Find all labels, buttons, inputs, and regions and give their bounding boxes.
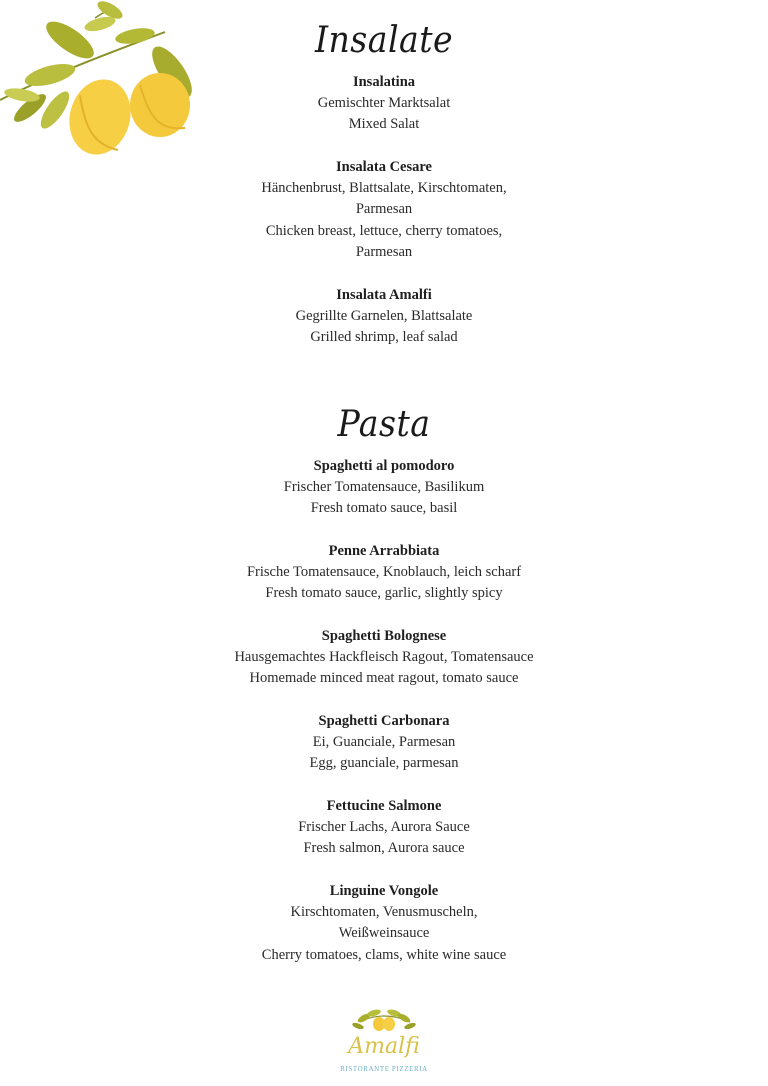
item-name: Spaghetti Carbonara: [318, 713, 450, 729]
item-description: Cherry tomatoes, clams, white wine sauce: [261, 946, 507, 963]
item-name: Linguine Vongole: [329, 883, 439, 899]
item-name: Insalatina: [352, 74, 416, 90]
item-name: Spaghetti al pomodoro: [313, 458, 455, 474]
menu-item: [0, 626, 768, 690]
menu-item: [0, 711, 768, 775]
logo-subtitle: RISTORANTE PIZZERIA: [340, 1065, 428, 1073]
item-description: Chicken breast, lettuce, cherry tomatoes,: [265, 222, 503, 239]
item-description: Hausgemachtes Hackfleisch Ragout, Tomatensauce: [234, 649, 534, 665]
item-description: Frische Tomatensauce, Knoblauch, leich scharf: [246, 564, 522, 580]
item-description: Gemischter Marktsalat: [317, 95, 451, 111]
item-description: Fresh tomato sauce, garlic, slightly spicy: [265, 585, 503, 602]
menu-item: [0, 157, 768, 264]
menu-item: [0, 881, 768, 966]
item-name: Penne Arrabbiata: [328, 543, 440, 559]
menu-item: [0, 285, 768, 349]
item-description: Homemade minced meat ragout, tomato sauce: [249, 670, 519, 687]
section-title-pasta: Pasta: [337, 404, 431, 445]
item-description: Fresh tomato sauce, basil: [310, 500, 458, 517]
item-description: Weißweinsauce: [338, 925, 430, 942]
item-description: Frischer Lachs, Aurora Sauce: [298, 819, 470, 835]
menu-item: [0, 796, 768, 860]
item-description: Mixed Salat: [348, 116, 420, 133]
item-description: Kirschtomaten, Venusmuscheln,: [290, 904, 478, 920]
item-description: Parmesan: [355, 244, 413, 261]
item-name: Insalata Cesare: [336, 159, 432, 175]
item-description: Fresh salmon, Aurora sauce: [303, 840, 465, 857]
menu-item: [0, 456, 768, 520]
menu-item: [0, 72, 768, 136]
menu-item: [0, 541, 768, 605]
section-title-insalate: Insalate: [314, 20, 454, 61]
item-description: Hänchenbrust, Blattsalate, Kirschtomaten,: [261, 180, 507, 196]
item-name: Spaghetti Bolognese: [321, 628, 447, 644]
item-description: Gegrillte Garnelen, Blattsalate: [295, 308, 473, 324]
item-description: Ei, Guanciale, Parmesan: [312, 734, 456, 750]
item-description: Frischer Tomatensauce, Basilikum: [283, 479, 485, 495]
item-description: Grilled shrimp, leaf salad: [310, 329, 458, 346]
logo-name: Amalfi: [348, 1034, 420, 1059]
item-name: Fettucine Salmone: [326, 798, 442, 814]
item-name: Insalata Amalfi: [336, 287, 432, 303]
item-description: Egg, guanciale, parmesan: [309, 755, 459, 772]
item-description: Parmesan: [355, 201, 413, 218]
